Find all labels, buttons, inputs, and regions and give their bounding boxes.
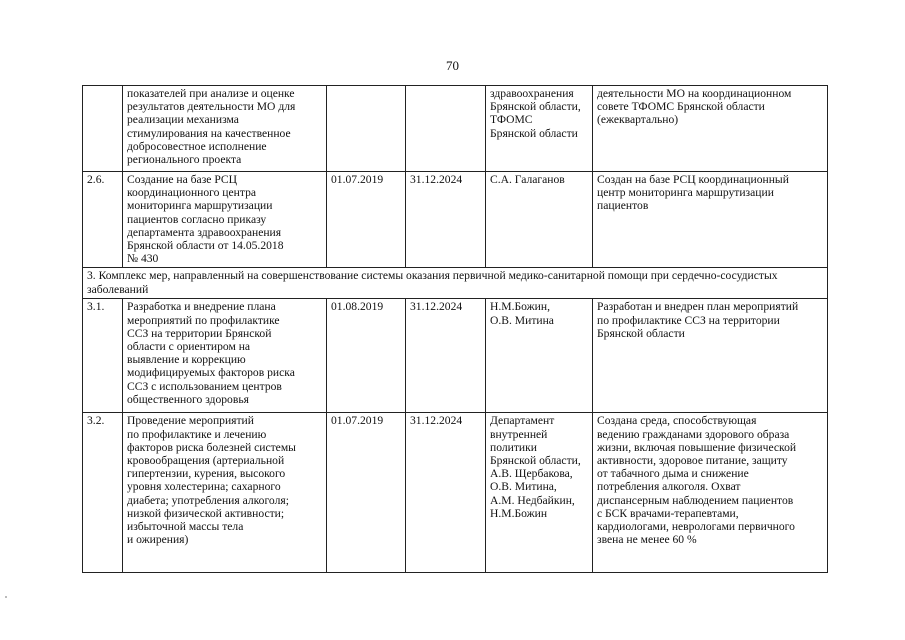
result: Создан на базе РСЦ координационный центр мониторинга маршрутизации пациентов: [593, 172, 828, 268]
item-number: 2.6.: [83, 172, 123, 268]
table-row: [83, 413, 828, 573]
item-name: показателей при анализе и оценке результатов деятельности МО для реализации механизма стимулирования на качественное добросовестное исполнение регионального проекта: [123, 86, 327, 172]
result: Создана среда, способствующая ведению гражданами здорового образа жизни, включая повышение физической активности, здоровое питание, защиту от табачного дыма и снижение потребления алкоголя. Охват диспансерным наблюдением пациентов с БСК врачами-терапевтами, кардиологами, неврологами первичного звена не менее 60 %: [593, 413, 828, 573]
responsible: здравоохранения Брянской области, ТФОМС Брянской области: [486, 86, 593, 172]
end-date: 31.12.2024: [406, 413, 486, 573]
table-row: [83, 86, 828, 172]
end-date: 31.12.2024: [406, 172, 486, 268]
start-date: [327, 86, 406, 172]
responsible: Департамент внутренней политики Брянской области, А.В. Щербакова, О.В. Митина, А.М. Недбайкин, Н.М.Божин: [486, 413, 593, 573]
start-date: 01.08.2019: [327, 299, 406, 413]
result: деятельности МО на координационном совете ТФОМС Брянской области (ежеквартально): [593, 86, 828, 172]
table-row: [83, 172, 828, 268]
end-date: [406, 86, 486, 172]
item-number: 3.1.: [83, 299, 123, 413]
activities-table: [82, 85, 828, 573]
responsible: Н.М.Божин, О.В. Митина: [486, 299, 593, 413]
start-date: 01.07.2019: [327, 172, 406, 268]
table-row: [83, 299, 828, 413]
item-name: Разработка и внедрение плана мероприятий по профилактике ССЗ на территории Брянской области с ориентиром на выявление и коррекцию модифицируемых факторов риска ССЗ с использованием центров общественного здоровья: [123, 299, 327, 413]
result: Разработан и внедрен план мероприятий по профилактике ССЗ на территории Брянской области: [593, 299, 828, 413]
item-name: Создание на базе РСЦ координационного центра мониторинга маршрутизации пациентов согласно приказу департамента здравоохранения Брянской области от 14.05.2018 № 430: [123, 172, 327, 268]
item-number: 3.2.: [83, 413, 123, 573]
item-number: [83, 86, 123, 172]
item-name: Проведение мероприятий по профилактике и лечению факторов риска болезней системы кровообращения (артериальной гипертензии, курения, высокого уровня холестерина; сахарного диабета; употребления алкоголя; низкой физической активности; избыточной массы тела и ожирения): [123, 413, 327, 573]
start-date: 01.07.2019: [327, 413, 406, 573]
section-row: [83, 268, 828, 299]
end-date: 31.12.2024: [406, 299, 486, 413]
section-heading: 3. Комплекс мер, направленный на совершенствование системы оказания первичной медико-санитарной помощи при сердечно-сосудистых заболеваний: [83, 268, 828, 299]
page-number: 70: [446, 58, 459, 73]
responsible: С.А. Галаганов: [486, 172, 593, 268]
scan-speck: [5, 596, 7, 598]
